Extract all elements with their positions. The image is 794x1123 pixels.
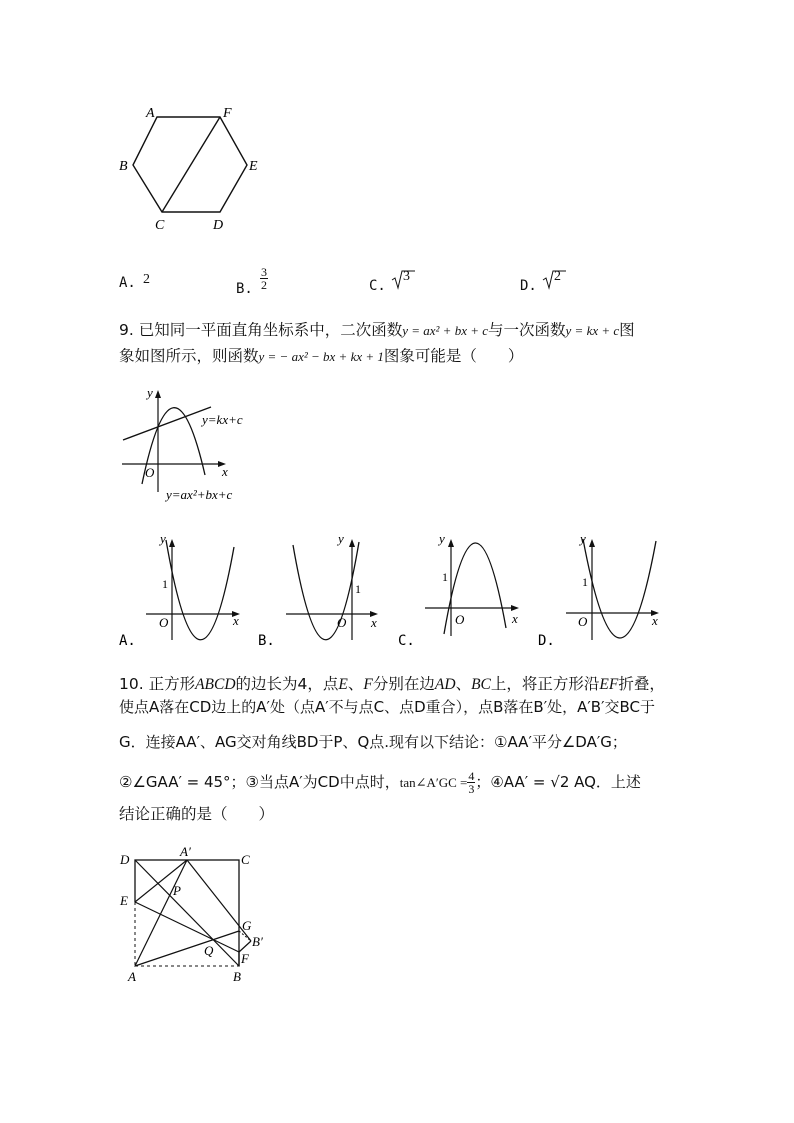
q10-math: EF [599,676,619,693]
choice-d-label: D. [538,633,555,649]
option-d-value: 2 [554,269,561,284]
q9-text-1a: 9. 已知同一平面直角坐标系中，二次函数 [119,321,403,339]
line-label: y=kx+c [202,412,243,427]
segment-aa1 [135,860,187,966]
axis-label-y: y [147,385,153,400]
axis-label-y: y [439,531,445,546]
axis-label-x: x [652,613,658,628]
y-axis-arrow [589,539,595,547]
q10-text: 10. 正方形 [119,675,196,693]
label-d: D [120,852,130,867]
axis-label-y: y [338,531,344,546]
option-b-fraction [260,266,268,291]
label-g: G [242,918,252,933]
q10-text: ②∠GAA′ = 45°；③当点A′为CD中点时， [119,773,400,791]
option-a-value: 2 [143,272,150,287]
label-f: F [223,106,232,121]
q10-line-4 [119,770,641,795]
choice-d-parabola [583,539,656,638]
y-axis-arrow [169,539,175,547]
q10-line-2 [119,696,655,717]
q10-math: ABCD [195,676,236,693]
q10-math: BC [471,676,491,693]
hexagon-figure [110,100,280,240]
choice-a-parabola [166,540,234,640]
choice-c-label: C. [398,633,415,649]
label-a-prime: A′ [180,844,191,859]
choice-a-graph [115,525,255,650]
q9-text-1c: 图 [619,321,635,339]
q9-line-1 [119,318,635,340]
q10-line-3 [119,731,627,752]
option-b-denominator: 2 [261,278,267,292]
label-b: B [119,159,128,174]
q10-text: 、 [347,675,364,693]
q10-text: 、 [455,675,472,693]
q10-text: 结论正确的是（ ） [119,805,275,823]
q10-text: 使点A落在CD边上的A′处（点A′不与点C、点D重合），点B落在B′处，A′B′交BC于 [119,698,655,716]
q10-text: 折叠， [618,675,665,693]
axis-label-x: x [222,464,228,479]
fraction-numerator: 4 [468,769,475,783]
q9-text-2b: 图象可能是（ ） [383,347,524,365]
label-b-prime: B′ [252,934,263,949]
q9-formula-linear: y = kx + c [565,323,620,338]
tick-label-1: 1 [355,582,361,596]
diagonal-bd [135,860,239,966]
label-p: P [173,883,181,898]
axis-label-x: x [233,613,239,628]
q10-text: G．连接AA′、AG交对角线BD于P、Q点.现有以下结论：①AA′平分∠DA′G； [119,733,627,751]
q9-text-1b: 与一次函数 [488,321,566,339]
label-f: F [241,951,249,966]
choice-a-label: A. [119,633,136,649]
q9-formula-quadratic: y = ax² + bx + c [402,323,489,338]
q9-main-graph [115,380,265,505]
choice-c-graph [395,525,530,650]
option-c-value: 3 [403,269,410,284]
label-d: D [213,218,224,233]
segment-ag [135,931,239,966]
origin-label: O [337,615,347,630]
tick-label-1: 1 [582,575,588,589]
axis-label-y: y [160,531,166,546]
axis-label-y: y [580,531,586,546]
fraction-denominator: 3 [468,782,475,796]
q10-line-1 [119,672,665,694]
option-d-label: D. [520,278,537,294]
option-b-numerator: 3 [261,265,267,279]
y-axis-arrow [155,390,161,398]
q10-math: F [363,676,373,693]
label-e: E [249,159,258,174]
label-q: Q [204,943,214,958]
q10-tan-expression: tan∠A′GC = [399,775,468,790]
q9-line-2 [119,344,523,366]
axis-label-x: x [371,615,377,630]
option-c-label: C. [369,278,386,294]
parabola-label: y=ax²+bx+c [166,487,233,502]
option-b-label: B. [236,281,253,297]
q10-text: 的边长为4，点 [235,675,339,693]
hexagon-shape [133,117,247,212]
choice-b-graph [255,525,390,650]
choice-c-parabola [444,543,506,634]
q9-formula-target: y = − ax² − bx + kx + 1 [258,349,384,364]
tick-label-1: 1 [162,577,168,591]
q10-math: E [338,676,348,693]
y-axis-arrow [349,539,355,547]
origin-label: O [145,465,155,480]
q10-line-5 [119,802,274,824]
label-c: C [241,852,250,867]
fold-ef [135,902,239,952]
option-a-label: A. [119,275,136,291]
q10-math: AD [434,676,456,693]
q9-text-2a: 象如图所示，则函数 [119,347,259,365]
label-c: C [155,218,165,233]
choice-b-label: B. [258,633,275,649]
axis-label-x: x [512,611,518,626]
q10-text: 分别在边 [372,675,435,693]
label-e: E [120,893,128,908]
y-axis-arrow [448,539,454,547]
label-a: A [128,969,136,984]
tick-label-1: 1 [442,570,448,584]
q10-text: ；④AA′ = √2 AQ．上述 [475,773,641,791]
choice-b-parabola [293,542,359,640]
q10-text: 上，将正方形沿 [490,675,600,693]
q10-square-figure [115,840,275,990]
origin-label: O [455,612,465,627]
label-a: A [146,106,155,121]
origin-label: O [578,614,588,629]
choice-d-graph [535,525,670,650]
diagonal-cf [162,117,220,212]
origin-label: O [159,615,169,630]
label-b: B [233,969,241,984]
